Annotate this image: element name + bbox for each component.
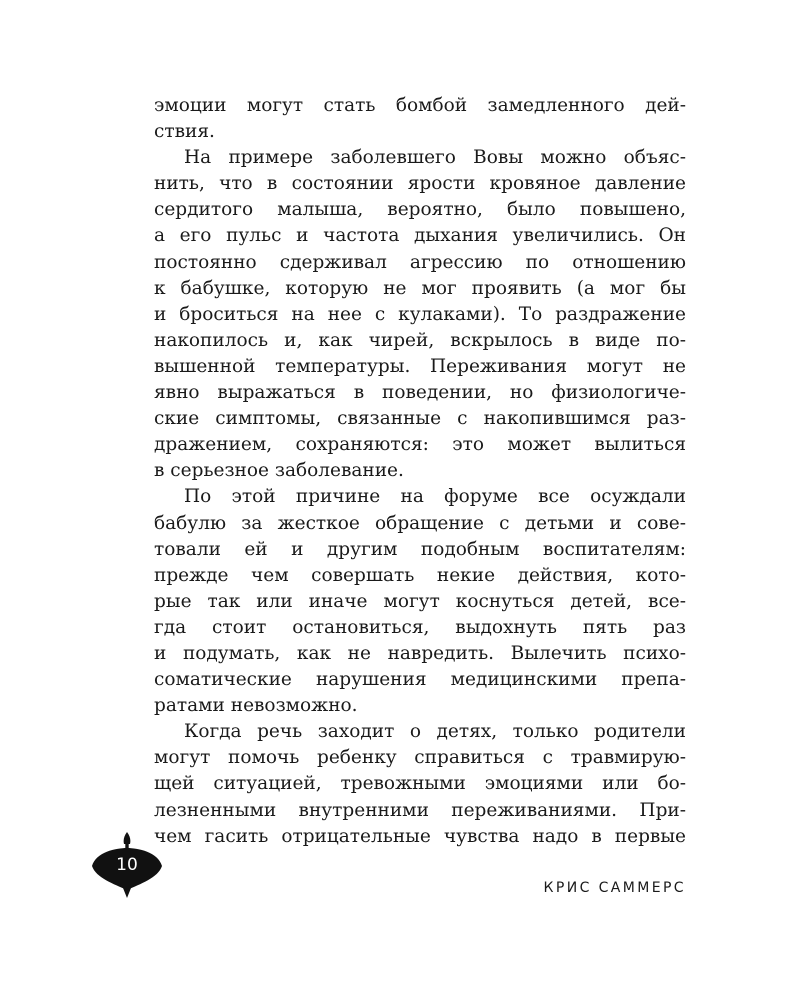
text-line: чем гасить отрицательные чувства надо в первые	[154, 825, 686, 847]
page-number: 10	[116, 855, 138, 875]
page-number-ornament	[90, 832, 164, 898]
text-line: На примере заболевшего Вовы можно объяс-	[184, 147, 686, 169]
text-line: накопилось и, как чирей, вскрылось в виде по-	[154, 329, 686, 351]
text-line: бабулю за жесткое обращение с детьми и сове-	[154, 512, 686, 534]
text-line: к бабушке, которую не мог проявить (а мог бы	[154, 277, 686, 299]
text-line: соматические нарушения медицинскими препа-	[154, 669, 686, 691]
text-line: гда стоит остановиться, выдохнуть пять раз	[154, 616, 686, 638]
text-line: ратами невозможно.	[154, 695, 358, 717]
text-line: По этой причине на форуме все осуждали	[184, 486, 686, 508]
body-text	[154, 93, 686, 850]
text-line: а его пульс и частота дыхания увеличились. Он	[154, 225, 686, 247]
text-line: эмоции могут стать бомбой замедленного дей-	[154, 95, 686, 116]
text-line: нить, что в состоянии ярости кровяное давление	[154, 173, 686, 195]
text-line: рые так или иначе могут коснуться детей, все-	[154, 590, 686, 612]
running-footer-author: КРИС САММЕРС	[543, 880, 686, 896]
text-line: сердитого малыша, вероятно, было повышено,	[154, 199, 686, 221]
text-line: и подумать, как не навредить. Вылечить психо-	[154, 642, 686, 664]
text-line: в серьезное заболевание.	[154, 460, 404, 482]
text-line: постоянно сдерживал агрессию по отношению	[154, 251, 686, 273]
text-line: могут помочь ребенку справиться с травмирую-	[154, 747, 686, 769]
text-line: Когда речь заходит о детях, только родители	[184, 721, 686, 743]
text-line: явно выражаться в поведении, но физиологиче-	[154, 382, 686, 404]
text-line: лезненными внутренними переживаниями. При-	[154, 799, 686, 821]
text-line: ские симптомы, связанные с накопившимся раз-	[154, 408, 686, 430]
text-line: товали ей и другим подобным воспитателям:	[154, 538, 686, 560]
text-line: дражением, сохраняются: это может вылиться	[154, 434, 686, 456]
text-line: прежде чем совершать некие действия, кото-	[154, 564, 686, 586]
text-line: вышенной температуры. Переживания могут не	[154, 355, 686, 377]
text-line: щей ситуацией, тревожными эмоциями или бо-	[154, 773, 686, 795]
text-line: и броситься на нее с кулаками). То раздражение	[154, 303, 686, 325]
text-line: ствия.	[154, 121, 215, 143]
